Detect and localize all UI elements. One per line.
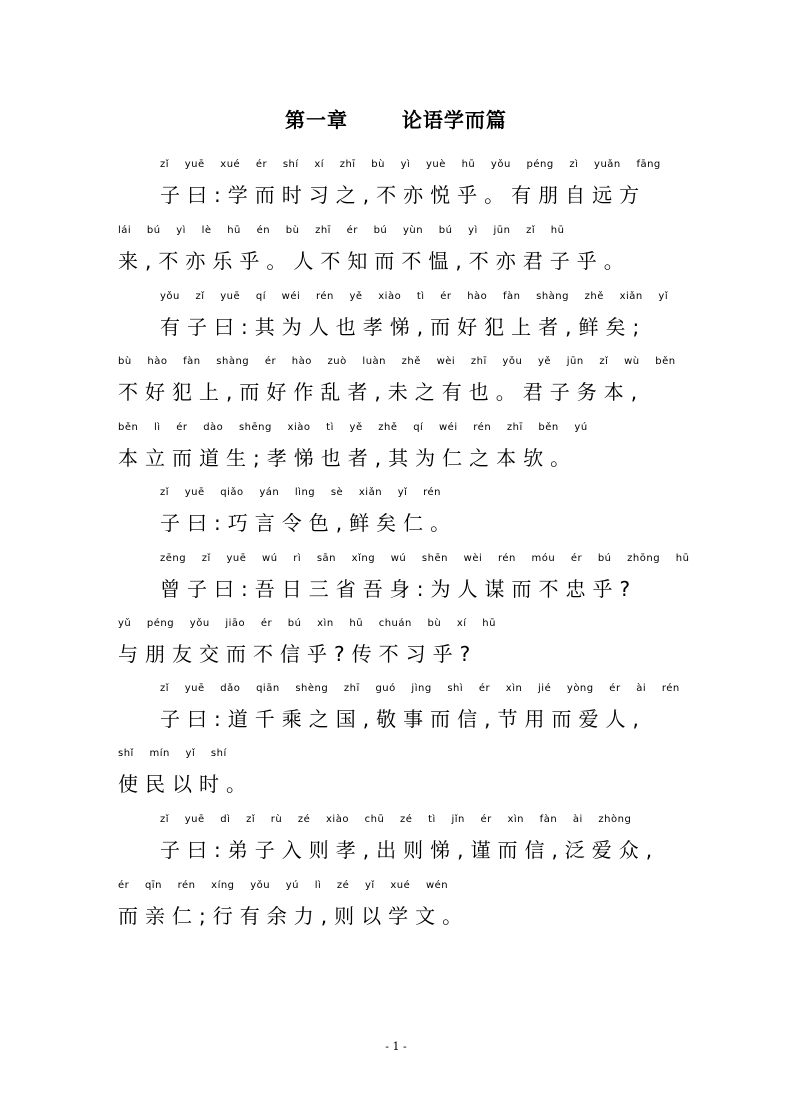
text-line bbox=[160, 158, 678, 208]
text-line bbox=[160, 682, 678, 732]
text-line bbox=[118, 355, 678, 405]
chinese-text: 曾子曰:吾日三省吾身:为人谋而不忠乎? bbox=[160, 577, 638, 601]
text-line bbox=[160, 552, 690, 602]
pinyin-annotation: zēng zǐ yuē wú rì sān xǐng wú shēn wèi rén móu ér bú zhōng hū bbox=[160, 553, 690, 564]
pinyin-annotation: shǐ mín yǐ shí bbox=[118, 748, 227, 759]
pinyin-annotation: běn lì ér dào shēng xiào tì yě zhě qí wéi rén zhī běn yú bbox=[118, 422, 588, 433]
text-line bbox=[118, 617, 678, 667]
pinyin-annotation: ér qīn rén xíng yǒu yú lì zé yǐ xué wén bbox=[118, 880, 449, 891]
text-line bbox=[118, 747, 678, 797]
chinese-text: 子曰:弟子入则孝,出则悌,谨而信,泛爱众, bbox=[160, 838, 660, 862]
text-line bbox=[118, 224, 678, 274]
chinese-text: 本立而道生;孝悌也者,其为仁之本欤。 bbox=[118, 446, 578, 470]
pinyin-annotation: zǐ yuē qiǎo yán lìng sè xiǎn yǐ rén bbox=[160, 487, 441, 498]
text-line bbox=[160, 290, 678, 340]
text-line bbox=[160, 486, 678, 536]
pinyin-annotation: lái bú yì lè hū én bù zhī ér bú yùn bú yì jūn zǐ hū bbox=[118, 225, 565, 236]
chinese-text: 使民以时。 bbox=[118, 772, 253, 796]
chapter-title: 第一章 论语学而篇 bbox=[285, 108, 507, 132]
pinyin-annotation: bù hào fàn shàng ér hào zuò luàn zhě wèi zhī yǒu yě jūn zǐ wù běn bbox=[118, 356, 676, 367]
chinese-text: 与朋友交而不信乎?传不习乎? bbox=[118, 642, 478, 666]
chinese-text: 有子曰:其为人也孝悌,而好犯上者,鲜矣; bbox=[160, 315, 647, 339]
chinese-text: 子曰:道千乘之国,敬事而信,节用而爱人, bbox=[160, 707, 646, 731]
pinyin-annotation: yǔ péng yǒu jiāo ér bú xìn hū chuán bù xí hū bbox=[118, 618, 496, 629]
chinese-text: 不好犯上,而好作乱者,未之有也。君子务本, bbox=[118, 380, 645, 404]
chinese-text: 子曰:学而时习之,不亦悦乎。有朋自远方 bbox=[160, 183, 647, 207]
text-line bbox=[160, 813, 678, 863]
pinyin-annotation: zǐ yuē dì zǐ rù zé xiào chū zé tì jǐn ér xìn fàn ài zhòng bbox=[160, 814, 632, 825]
chinese-text: 而亲仁;行有余力,则以学文。 bbox=[118, 904, 470, 928]
pinyin-annotation: yǒu zǐ yuē qí wéi rén yě xiào tì ér hào fàn shàng zhě xiǎn yǐ bbox=[160, 291, 669, 302]
page-number: - 1 - bbox=[385, 1040, 407, 1053]
text-line bbox=[118, 421, 678, 471]
text-line bbox=[118, 879, 678, 929]
chinese-text: 子曰:巧言令色,鲜矣仁。 bbox=[160, 511, 458, 535]
pinyin-annotation: zǐ yuē dǎo qiān shèng zhī guó jìng shì ér xìn jié yòng ér ài rén bbox=[160, 683, 680, 694]
pinyin-annotation: zǐ yuē xué ér shí xí zhī bù yì yuè hū yǒu péng zì yuǎn fāng bbox=[160, 159, 661, 170]
chinese-text: 来,不亦乐乎。人不知而不愠,不亦君子乎。 bbox=[118, 249, 631, 273]
